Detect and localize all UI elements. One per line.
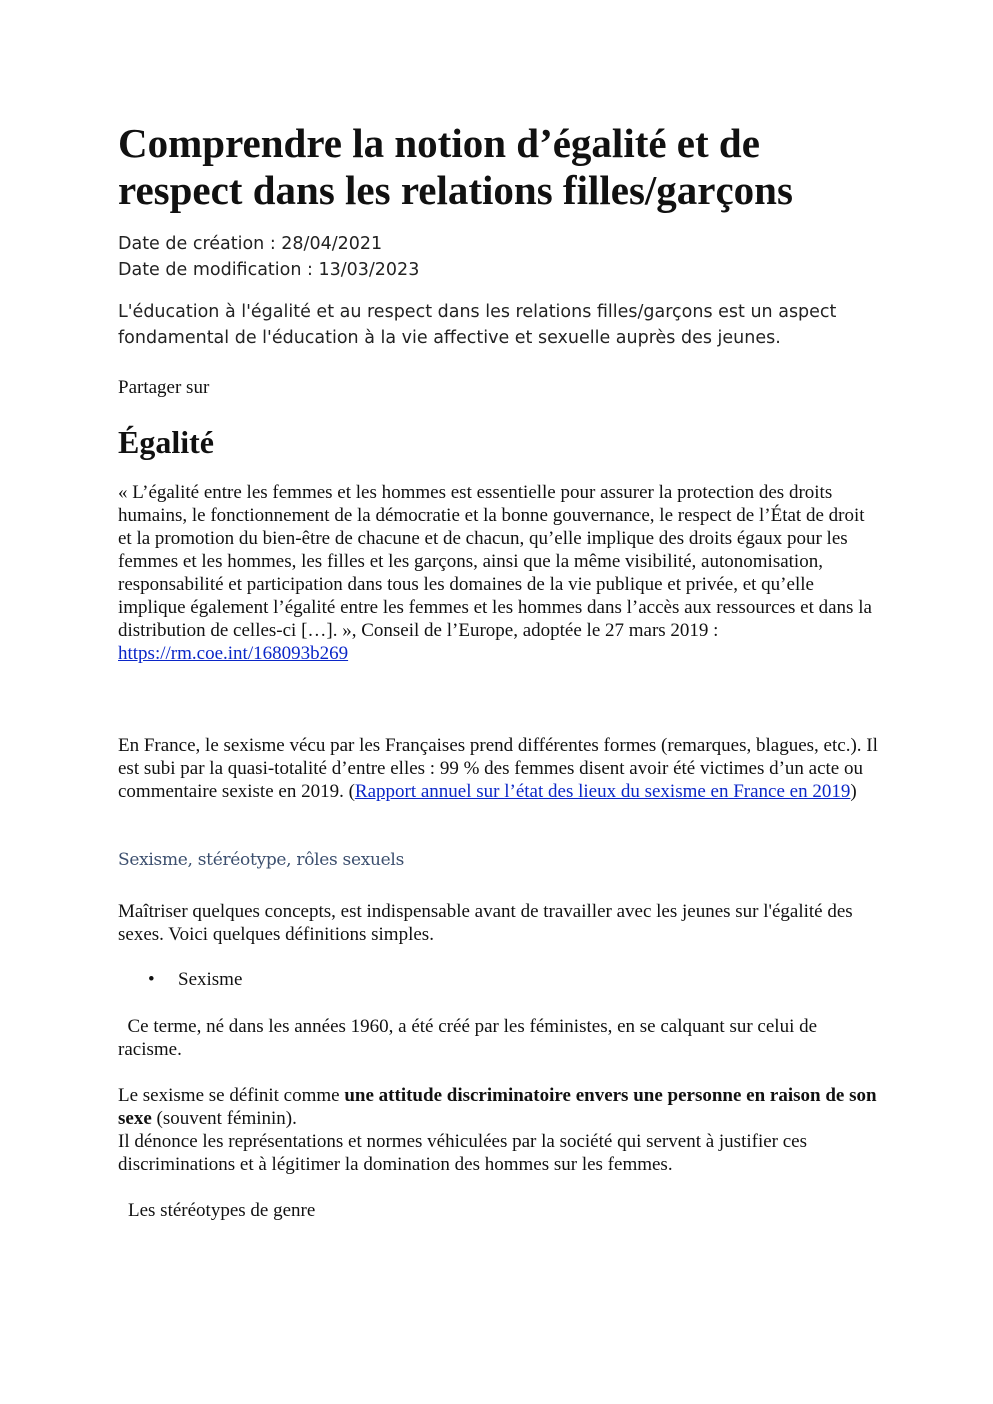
bullet-icon: • [148, 969, 155, 990]
quote-paragraph [118, 481, 878, 665]
article-dates [118, 231, 419, 283]
coe-link[interactable]: https://rm.coe.int/168093b269 [118, 643, 349, 664]
terme-paragraph: Ce terme, né dans les années 1960, a été créé par les féministes, en se calquant sur celui de racisme. [118, 1016, 822, 1060]
page-title: Comprendre la notion d’égalité et de respect dans les relations filles/garçons [118, 120, 793, 213]
intro-paragraph: L'éducation à l'égalité et au respect dans les relations filles/garçons est un aspect fondamental de l'éducation à la vie affective et sexuelle auprès des jeunes. [118, 302, 837, 348]
share-label: Partager sur [118, 377, 210, 398]
definition-before: Le sexisme se définit comme [118, 1085, 345, 1106]
definition-line2: Il dénonce les représentations et normes véhiculées par la société qui servent à justifier ces discriminations et à légitimer la domination des hommes sur les femmes. [118, 1131, 808, 1175]
section-heading-egalite: Égalité [118, 424, 214, 460]
quote-text: « L’égalité entre les femmes et les hommes est essentielle pour assurer la protection des droits humains, le fonctionnement de la démocratie et la bonne gouvernance, le respect de l’État de droit et la promotion du bien-être de chacune et de chacun, qu’elle implique des droits égaux pour les femmes et les hommes, les filles et les garçons, ainsi que la même visibilité, autonomisation, responsabilité et participation dans tous les domaines de la vie publique et privée, et qu’elle implique également l’égalité entre les femmes et les hommes dans l’accès aux ressources et dans la distribution de celles-ci […]. », Conseil de l’Europe, adoptée le 27 mars 2019 : [118, 482, 872, 641]
subsection-heading: Sexisme, stéréotype, rôles sexuels [118, 850, 404, 870]
france-text: En France, le sexisme vécu par les Françaises prend différentes formes (remarques, blagues, etc.). Il est subi par la quasi-totalité d’entre elles : 99 % des femmes disent avoir été victimes d’un acte ou commentaire sexiste en 2019. ( [118, 735, 878, 802]
concepts-paragraph: Maîtriser quelques concepts, est indispensable avant de travailler avec les jeunes sur l'égalité des sexes. Voici quelques définitions simples. [118, 901, 853, 945]
rapport-link[interactable]: Rapport annuel sur l’état des lieux du sexisme en France en 2019 [354, 781, 851, 802]
definition-paragraph [118, 1084, 878, 1176]
france-paragraph [118, 734, 878, 803]
stereotypes-label: Les stéréotypes de genre [128, 1200, 316, 1221]
definition-after: (souvent féminin). [151, 1108, 297, 1129]
list-item-label: Sexisme [178, 969, 243, 990]
list-item-sexisme [148, 968, 242, 991]
france-close: ) [850, 781, 857, 802]
creation-date: Date de création : 28/04/2021 [118, 234, 383, 254]
modification-date: Date de modification : 13/03/2023 [118, 260, 420, 280]
definition-bold: une attitude discriminatoire envers une personne en raison de son sexe [118, 1085, 877, 1129]
